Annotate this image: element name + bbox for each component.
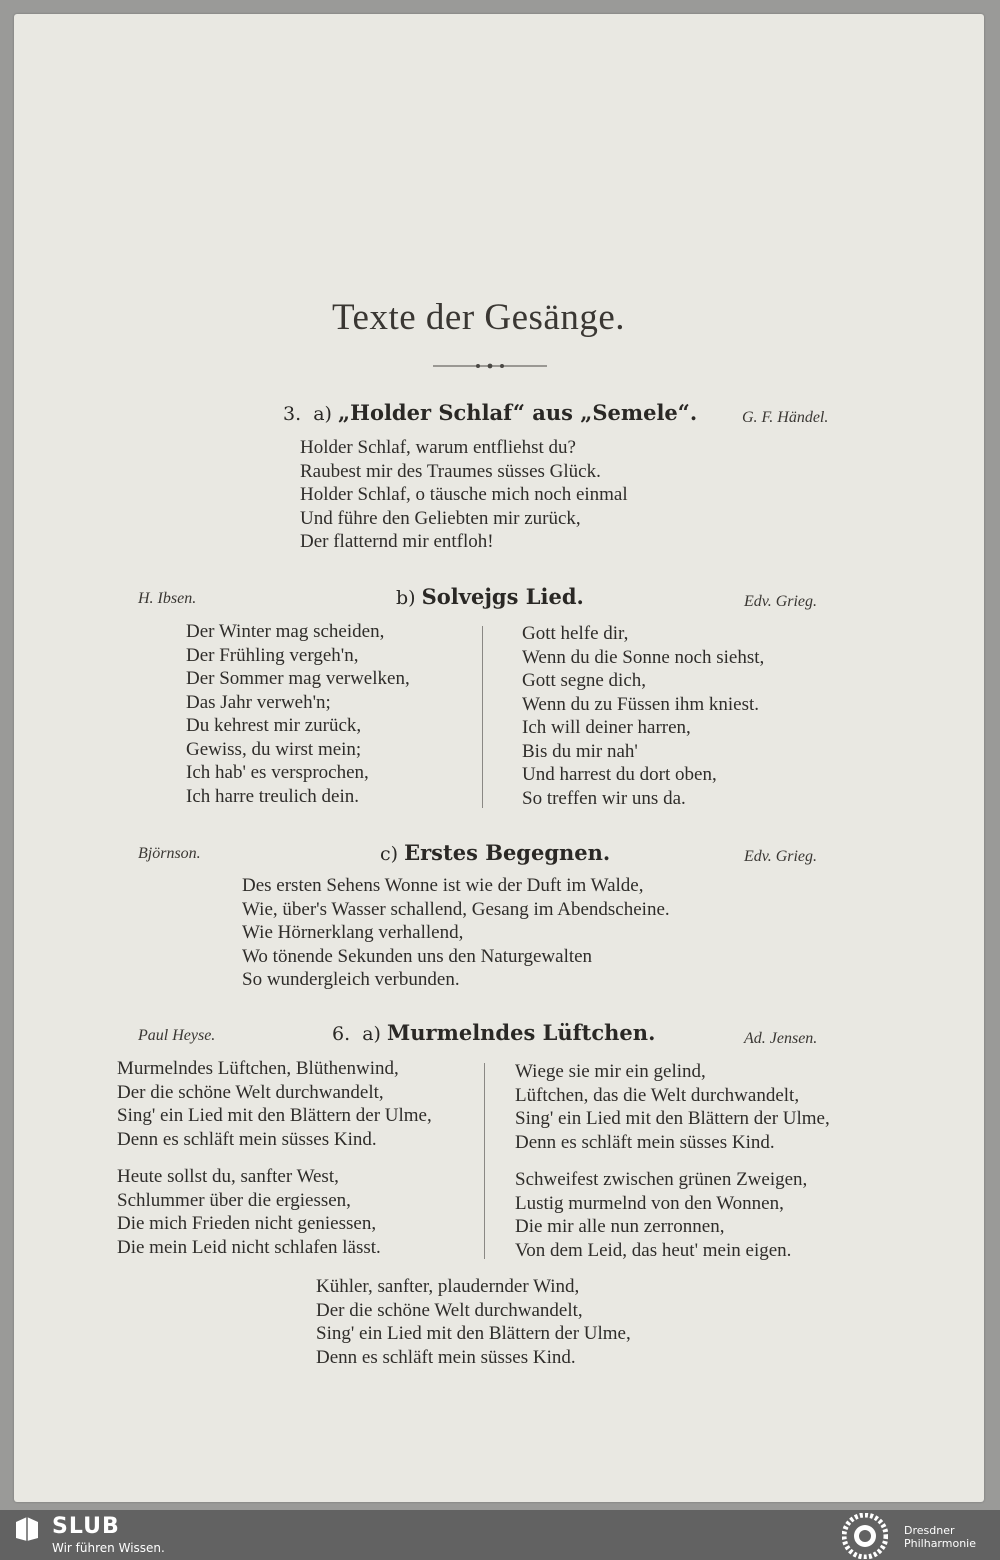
- verse-line: Wenn du zu Füssen ihm kniest.: [522, 693, 760, 715]
- philharmonie-name[interactable]: [904, 1524, 976, 1550]
- song-heading-solvejgs-lied: b) Solvejgs Lied.: [396, 584, 584, 609]
- verse-line: Wiege sie mir ein gelind,: [515, 1061, 706, 1082]
- verse-line: Holder Schlaf, o täusche mich noch einmal: [300, 484, 628, 505]
- verse-line: Du kehrest mir zurück,: [186, 715, 362, 736]
- verse-line: So wundergleich verbunden.: [242, 969, 460, 990]
- slub-name[interactable]: SLUB: [52, 1514, 120, 1539]
- verse-line: Das Jahr verweh'n;: [186, 691, 331, 713]
- verse-line: Schweifest zwischen grünen Zweigen,: [515, 1169, 808, 1190]
- verse-line: Raubest mir des Traumes süsses Glück.: [300, 460, 601, 482]
- title-ornament: [433, 362, 547, 370]
- verse-line: Denn es schläft mein süsses Kind.: [117, 1128, 377, 1150]
- verse-line: Denn es schläft mein süsses Kind.: [316, 1346, 576, 1368]
- verse-line: Des ersten Sehens Wonne ist wie der Duft im Walde,: [242, 875, 644, 896]
- verse-line: Die mich Frieden nicht geniessen,: [117, 1213, 377, 1234]
- composer-grieg: Edv. Grieg.: [744, 848, 818, 865]
- column-divider: [482, 626, 483, 808]
- verse-solvejg-left: [186, 620, 410, 808]
- verse-line: Von dem Leid, das heut' mein eigen.: [515, 1239, 792, 1261]
- verse-lueftchen-right-2: [515, 1168, 807, 1262]
- philharmonie-line-2: Philharmonie: [904, 1537, 976, 1550]
- verse-line: Sing' ein Lied mit den Blättern der Ulme,: [316, 1323, 631, 1344]
- verse-solvejg-right: [522, 622, 764, 810]
- verse-line: Holder Schlaf, warum entfliehst du?: [300, 437, 576, 458]
- verse-line: Der die schöne Welt durchwandelt,: [117, 1081, 384, 1103]
- verse-line: Der die schöne Welt durchwandelt,: [316, 1299, 583, 1321]
- verse-line: Bis du mir nah': [522, 740, 638, 762]
- verse-line: Ich hab' es versprochen,: [186, 762, 369, 783]
- verse-line: Heute sollst du, sanfter West,: [117, 1166, 339, 1187]
- slub-logo-icon[interactable]: [14, 1516, 40, 1542]
- verse-line: Wie, über's Wasser schallend, Gesang im Abendscheine.: [242, 898, 670, 920]
- verse-lueftchen-left-1: [117, 1057, 432, 1151]
- verse-line: Der Sommer mag verwelken,: [186, 668, 410, 689]
- poet-bjoernson: Björnson.: [138, 845, 201, 862]
- verse-lueftchen-left-2: [117, 1165, 381, 1259]
- verse-line: Der Frühling vergeh'n,: [186, 644, 359, 666]
- philharmonie-line-1: Dresdner: [904, 1524, 955, 1537]
- verse-line: Wenn du die Sonne noch siehst,: [522, 646, 765, 668]
- composer-jensen: Ad. Jensen.: [744, 1030, 818, 1047]
- song-heading-erstes-begegnen: c) Erstes Begegnen.: [380, 840, 611, 865]
- verse-line: So treffen wir uns da.: [522, 787, 686, 809]
- column-divider: [484, 1063, 485, 1259]
- verse-line: Die mir alle nun zerronnen,: [515, 1216, 725, 1237]
- verse-lueftchen-right-1: [515, 1060, 830, 1154]
- verse-line: Schlummer über die ergiessen,: [117, 1189, 351, 1211]
- verse-lueftchen-final: [316, 1275, 631, 1369]
- poet-ibsen: H. Ibsen.: [138, 590, 197, 607]
- poet-heyse: Paul Heyse.: [138, 1027, 216, 1044]
- verse-line: Kühler, sanfter, plaudernder Wind,: [316, 1276, 580, 1297]
- verse-line: Ich harre treulich dein.: [186, 785, 360, 807]
- verse-line: Und führe den Geliebten mir zurück,: [300, 507, 581, 529]
- verse-line: Lüftchen, das die Welt durchwandelt,: [515, 1084, 800, 1106]
- verse-line: Der flatternd mir entfloh!: [300, 531, 494, 552]
- verse-line: Gewiss, du wirst mein;: [186, 738, 362, 760]
- footer-bar: [0, 1510, 1000, 1560]
- verse-line: Die mein Leid nicht schlafen lässt.: [117, 1236, 381, 1258]
- verse-line: Denn es schläft mein süsses Kind.: [515, 1131, 775, 1153]
- verse-line: Sing' ein Lied mit den Blättern der Ulme,: [515, 1108, 830, 1129]
- verse-line: Murmelndes Lüftchen, Blüthenwind,: [117, 1058, 399, 1079]
- composer-grieg: Edv. Grieg.: [744, 593, 818, 610]
- verse-line: Sing' ein Lied mit den Blättern der Ulme,: [117, 1105, 432, 1126]
- verse-line: Gott helfe dir,: [522, 623, 629, 644]
- verse-line: Wie Hörnerklang verhallend,: [242, 922, 464, 943]
- verse-line: Wo tönende Sekunden uns den Naturgewalten: [242, 945, 593, 967]
- song-heading-murmelndes-lueftchen: 6. a) Murmelndes Lüftchen.: [332, 1020, 656, 1045]
- verse-line: Lustig murmelnd von den Wonnen,: [515, 1192, 784, 1214]
- philharmonie-logo-icon[interactable]: [842, 1513, 888, 1559]
- verse-holder-schlaf: [300, 436, 628, 554]
- slub-tagline: Wir führen Wissen.: [52, 1541, 165, 1555]
- verse-line: Ich will deiner harren,: [522, 717, 691, 738]
- verse-line: Und harrest du dort oben,: [522, 764, 717, 785]
- verse-line: Der Winter mag scheiden,: [186, 621, 385, 642]
- page-title: Texte der Gesänge.: [332, 297, 626, 338]
- verse-line: Gott segne dich,: [522, 670, 647, 691]
- verse-erstes-begegnen: [242, 874, 670, 992]
- composer-haendel: G. F. Händel.: [742, 409, 829, 426]
- song-heading-holder-schlaf: 3. a) „Holder Schlaf“ aus „Semele“.: [283, 400, 698, 425]
